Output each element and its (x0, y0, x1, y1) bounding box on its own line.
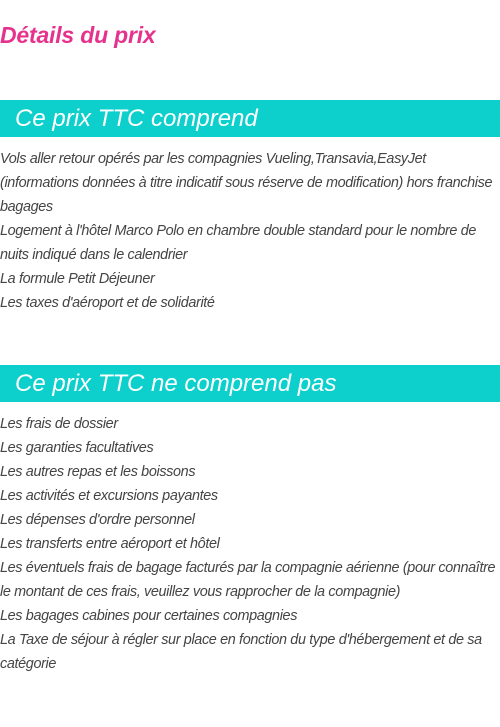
list-item: Les frais de dossier (0, 416, 118, 432)
list-item: Les éventuels frais de bagage facturés par la compagnie aérienne (pour connaître le montant de ces frais, veuillez vous rapprocher de la compagnie) (0, 560, 496, 600)
page-title: Détails du prix (0, 22, 156, 48)
included-section-heading: Ce prix TTC comprend (0, 100, 500, 137)
list-item: Les garanties facultatives (0, 440, 154, 456)
excluded-section-heading: Ce prix TTC ne comprend pas (0, 365, 500, 402)
list-item: Les activités et excursions payantes (0, 488, 218, 504)
list-item: La Taxe de séjour à régler sur place en fonction du type d'hébergement et de sa catégorie (0, 632, 482, 672)
included-items-list (0, 147, 500, 315)
list-item: Vols aller retour opérés par les compagnies Vueling,Transavia,EasyJet (informations données à titre indicatif sous réserve de modification) hors franchise bagages (0, 151, 493, 215)
list-item: La formule Petit Déjeuner (0, 271, 155, 287)
list-item: Les autres repas et les boissons (0, 464, 196, 480)
list-item: Les transferts entre aéroport et hôtel (0, 536, 220, 552)
list-item: Les dépenses d'ordre personnel (0, 512, 195, 528)
excluded-items-list (0, 412, 500, 676)
list-item: Les bagages cabines pour certaines compagnies (0, 608, 298, 624)
list-item: Logement à l'hôtel Marco Polo en chambre double standard pour le nombre de nuits indiqué dans le calendrier (0, 223, 477, 263)
list-item: Les taxes d'aéroport et de solidarité (0, 295, 215, 311)
